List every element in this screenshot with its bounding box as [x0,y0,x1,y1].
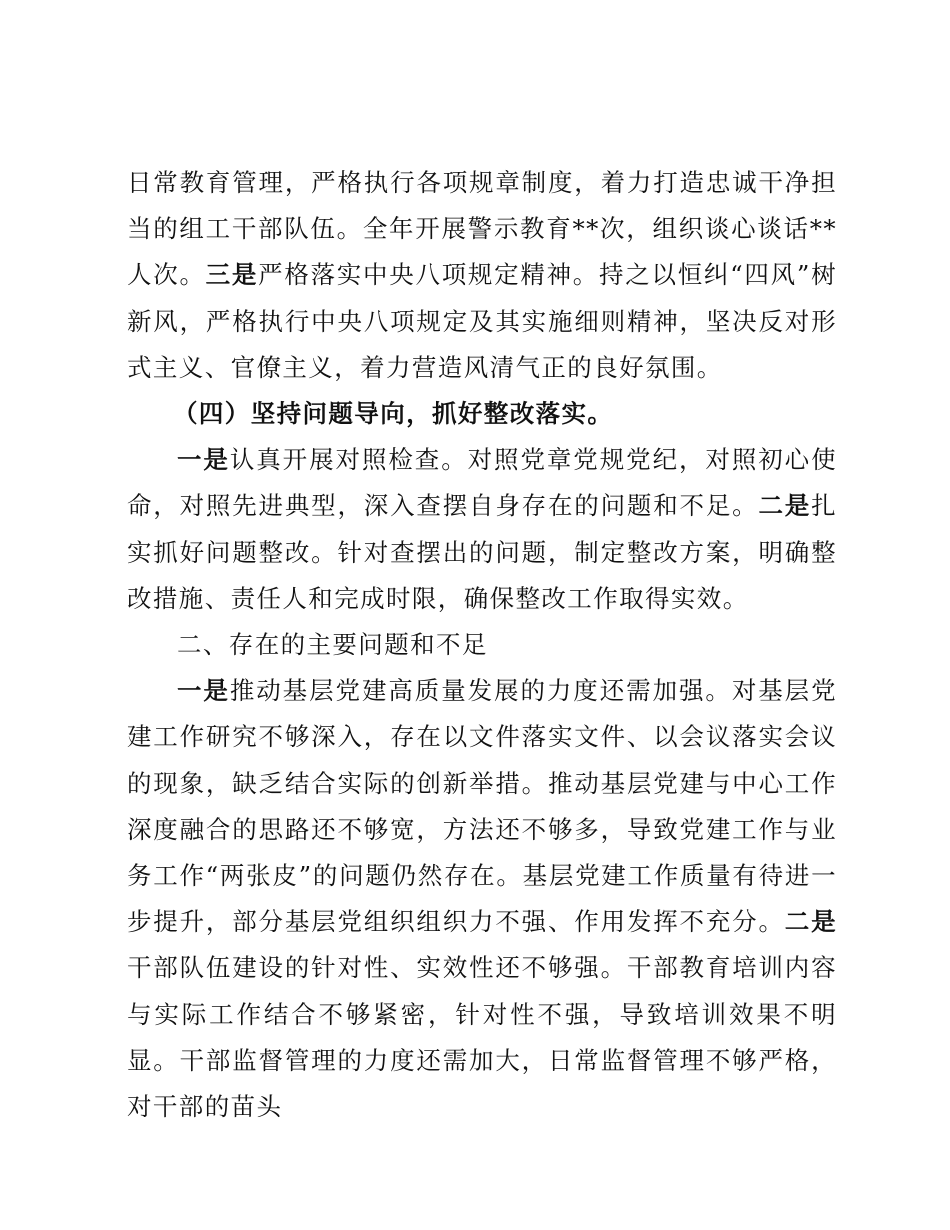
text-run: 日常教育管理，严格执行各项规章制度，着力打造忠诚干净担当的组工干部队伍。全年开展警示教育**次，组织谈心谈话**人次。 [127,168,837,290]
text-run: 认真开展对照检查。对照党章党规党纪，对照初心使命，对照先进典型，深入查摆自身存在的问题和不足。 [127,445,837,521]
document-body [127,160,837,1130]
text-run: 扎实抓好问题整改。针对查摆出的问题，制定整改方案，明确整改措施、责任人和完成时限，确保整改工作取得实效。 [127,491,837,613]
text-run: 推动基层党建高质量发展的力度还需加强。对基层党建工作研究不够深入，存在以文件落实文件、以会议落实会议的现象，缺乏结合实际的创新举措。推动基层党建与中心工作深度融合的思路还不够宽，方法还不够多，导致党建工作与业务工作“两张皮”的问题仍然存在。基层党建工作质量有待进一步提升，部分基层党组织组织力不强、作用发挥不充分。 [127,676,837,937]
paragraph-problems [127,668,837,1130]
bold-marker: 一是 [177,445,230,475]
text-run: 严格落实中央八项规定精神。持之以恒纠“四风”树新风，严格执行中央八项规定及其实施细则精神，坚决反对形式主义、官僚主义，着力营造风清气正的良好氛围。 [127,260,837,382]
bold-marker: 三是 [205,260,259,290]
section-heading-problems: 二、存在的主要问题和不足 [177,630,488,660]
bold-marker: 二是 [758,491,812,521]
bold-marker: 二是 [784,907,837,937]
paragraph-rectification [127,437,837,622]
subheading-four: （四）坚持问题导向，抓好整改落实。 [173,399,614,429]
bold-marker: 一是 [177,676,230,706]
paragraph-discipline [127,160,837,391]
text-run: 干部队伍建设的针对性、实效性还不够强。干部教育培训内容与实际工作结合不够紧密，针对性不强，导致培训效果不明显。干部监督管理的力度还需加大，日常监督管理不够严格，对干部的苗头 [127,953,837,1122]
